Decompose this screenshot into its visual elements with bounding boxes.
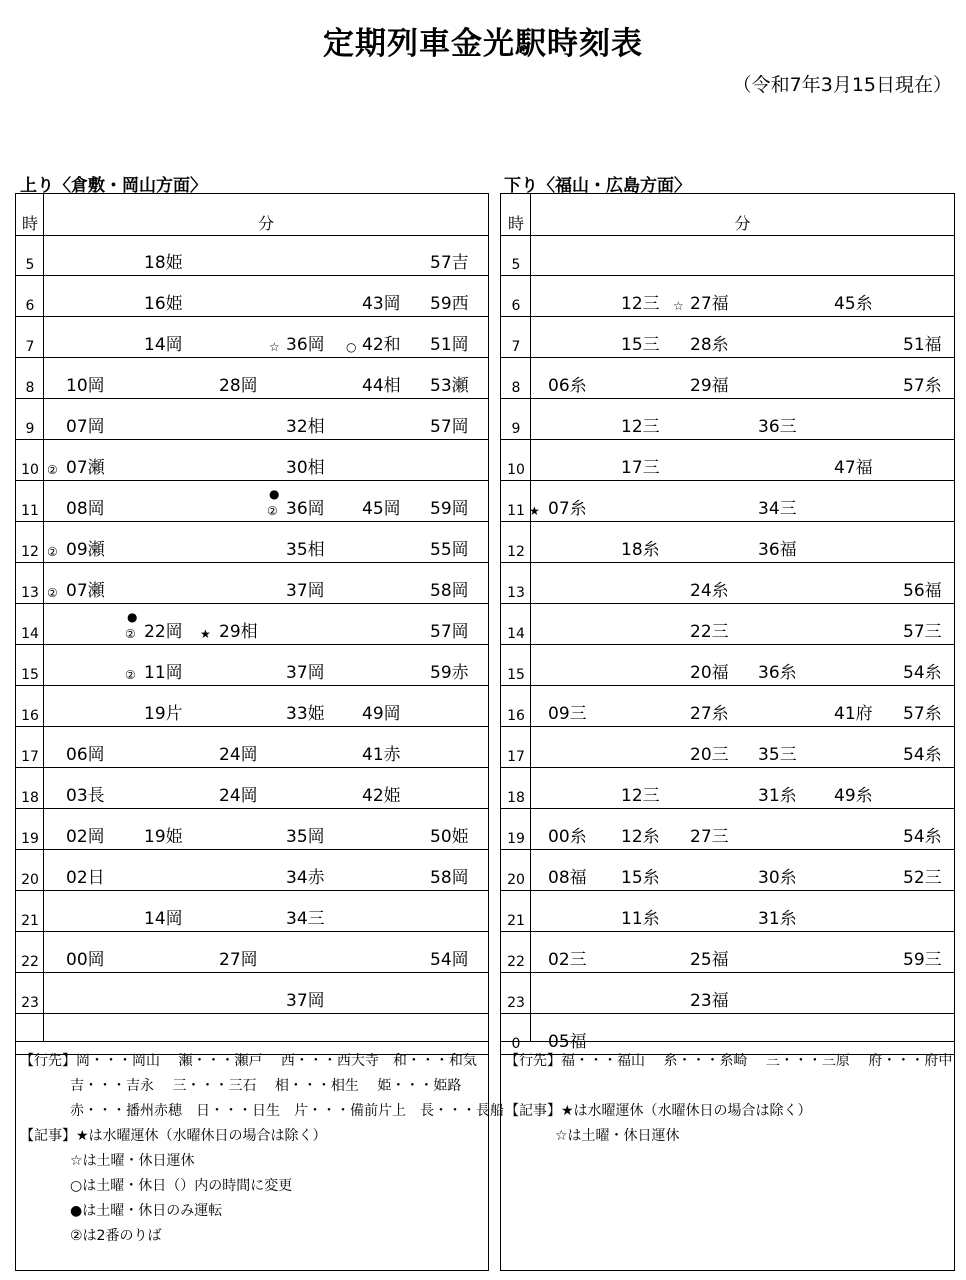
up-row-19: [16, 809, 488, 850]
weekend-only-dot: ●: [127, 610, 138, 624]
hour-label: 20: [21, 872, 39, 888]
up-timetable: [15, 193, 504, 1271]
down-hour-divider: [530, 194, 531, 1041]
departure-time: 59赤: [430, 663, 469, 683]
page-title: 定期列車金光駅時刻表: [323, 26, 643, 62]
departure-time: 10岡: [66, 376, 105, 396]
departure-time: 02日: [66, 868, 105, 888]
up-row-5: [16, 235, 488, 276]
hour-label: 14: [507, 626, 525, 642]
departure-time: 36岡: [286, 335, 325, 355]
down-row-11: [501, 481, 954, 522]
hour-label: 13: [21, 585, 39, 601]
departure-time: 27糸: [690, 704, 729, 724]
departure-time: 06岡: [66, 745, 105, 765]
down-row-19: [501, 809, 954, 850]
departure-time: 24岡: [219, 745, 258, 765]
hour-label: 12: [21, 544, 39, 560]
departure-time: 36三: [758, 417, 797, 437]
departure-time: 07瀬: [66, 458, 105, 478]
departure-time: 14岡: [144, 909, 183, 929]
hour-label: 15: [507, 667, 525, 683]
hour-label: 22: [21, 954, 39, 970]
departure-time: 53瀬: [430, 376, 469, 396]
departure-time: 24糸: [690, 581, 729, 601]
departure-time: 17三: [621, 458, 660, 478]
departure-time: 50姫: [430, 827, 469, 847]
down-row-6: [501, 276, 954, 317]
departure-time: 31糸: [758, 786, 797, 806]
hour-label: 11: [507, 503, 525, 519]
down-note-line: ☆は土曜・休日運休: [555, 1128, 680, 1144]
departure-time: 22三: [690, 622, 729, 642]
departure-time: 43岡: [362, 294, 401, 314]
train-mark: ②: [125, 668, 136, 682]
departure-time: 15三: [621, 335, 660, 355]
departure-time: 16姫: [144, 294, 183, 314]
as-of-date: （令和7年3月15日現在）: [732, 74, 952, 96]
up-row-6: [16, 276, 488, 317]
down-row-22: [501, 932, 954, 973]
departure-time: 54糸: [903, 663, 942, 683]
hour-label: 18: [507, 790, 525, 806]
down-note-line: 【行先】福・・・福山 糸・・・糸崎 三・・・三原 府・・・府中: [505, 1053, 953, 1069]
train-mark: ②: [47, 463, 58, 477]
departure-time: 28糸: [690, 335, 729, 355]
departure-time: 28岡: [219, 376, 258, 396]
hour-label: 9: [511, 421, 521, 437]
departure-time: 57三: [903, 622, 942, 642]
departure-time: 08福: [548, 868, 587, 888]
hour-label: 5: [25, 257, 35, 273]
departure-time: 59西: [430, 294, 469, 314]
hour-label: 0: [511, 1036, 521, 1052]
departure-time: 09瀬: [66, 540, 105, 560]
down-row-10: [501, 440, 954, 481]
hour-label: 20: [507, 872, 525, 888]
down-note-line: 【記事】★は水曜運休（水曜休日の場合は除く）: [505, 1103, 812, 1119]
up-header-hour: 時: [21, 214, 38, 233]
hour-label: 14: [21, 626, 39, 642]
up-note-line: 【行先】岡・・・岡山 瀬・・・瀬戸 西・・・西大寺 和・・・和気: [20, 1053, 477, 1069]
hour-label: 22: [507, 954, 525, 970]
departure-time: 27岡: [219, 950, 258, 970]
departure-time: 24岡: [219, 786, 258, 806]
down-row-23: [501, 973, 954, 1014]
down-row-7: [501, 317, 954, 358]
up-note-line: 吉・・・吉永 三・・・三石 相・・・相生 姫・・・姫路: [70, 1078, 462, 1094]
up-note-line: 赤・・・播州赤穂 日・・・日生 片・・・備前片上 長・・・長船: [70, 1103, 504, 1119]
hour-label: 7: [25, 339, 35, 355]
hour-label: 21: [21, 913, 39, 929]
train-mark: ★: [529, 504, 540, 518]
hour-label: 9: [25, 421, 35, 437]
departure-time: 09三: [548, 704, 587, 724]
departure-time: 19姫: [144, 827, 183, 847]
departure-time: 49糸: [834, 786, 873, 806]
departure-time: 30相: [286, 458, 325, 478]
hour-label: 8: [25, 380, 35, 396]
departure-time: 36福: [758, 540, 797, 560]
departure-time: 57岡: [430, 417, 469, 437]
departure-time: 27三: [690, 827, 729, 847]
up-row-22: [16, 932, 488, 973]
up-note-line: 【記事】★は水曜運休（水曜休日の場合は除く）: [20, 1128, 327, 1144]
down-section-title: 下り〈福山・広島方面〉: [504, 176, 691, 196]
up-note-line: ☆は土曜・休日運休: [70, 1153, 195, 1169]
hour-label: 5: [511, 257, 521, 273]
down-row-16: [501, 686, 954, 727]
up-section-title: 上り〈倉敷・岡山方面〉: [20, 176, 207, 196]
up-note-line: ●は土曜・休日のみ運転: [70, 1203, 223, 1219]
departure-time: 58岡: [430, 868, 469, 888]
down-row-17: [501, 727, 954, 768]
up-row-11: [16, 481, 488, 522]
departure-time: 23福: [690, 991, 729, 1011]
departure-time: 29相: [219, 622, 258, 642]
hour-label: 21: [507, 913, 525, 929]
hour-label: 10: [21, 462, 39, 478]
departure-time: 25福: [690, 950, 729, 970]
departure-time: 03長: [66, 786, 105, 806]
down-notes: [501, 1041, 954, 1270]
departure-time: 36岡: [286, 499, 325, 519]
hour-label: 6: [25, 298, 35, 314]
departure-time: 33姫: [286, 704, 325, 724]
departure-time: 34三: [286, 909, 325, 929]
departure-time: 59三: [903, 950, 942, 970]
departure-time: 45糸: [834, 294, 873, 314]
hour-label: 19: [507, 831, 525, 847]
departure-time: 19片: [144, 704, 183, 724]
departure-time: 32相: [286, 417, 325, 437]
up-row-8: [16, 358, 488, 399]
up-header-minute: 分: [257, 214, 274, 233]
train-mark: ②: [47, 586, 58, 600]
departure-time: 27福: [690, 294, 729, 314]
departure-time: 20福: [690, 663, 729, 683]
up-row-17: [16, 727, 488, 768]
departure-time: 52三: [903, 868, 942, 888]
departure-time: 57糸: [903, 376, 942, 396]
train-mark: ②: [47, 545, 58, 559]
hour-label: 16: [507, 708, 525, 724]
up-header: [16, 194, 488, 236]
train-mark: ②: [267, 504, 278, 518]
departure-time: 14岡: [144, 335, 183, 355]
departure-time: 06糸: [548, 376, 587, 396]
departure-time: 11糸: [621, 909, 660, 929]
departure-time: 18姫: [144, 253, 183, 273]
departure-time: 00岡: [66, 950, 105, 970]
up-hour-divider: [43, 194, 44, 1041]
up-row-16: [16, 686, 488, 727]
down-row-18: [501, 768, 954, 809]
down-row-9: [501, 399, 954, 440]
hour-label: 23: [507, 995, 525, 1011]
departure-time: 30糸: [758, 868, 797, 888]
departure-time: 07瀬: [66, 581, 105, 601]
down-row-8: [501, 358, 954, 399]
departure-time: 29福: [690, 376, 729, 396]
departure-time: 37岡: [286, 581, 325, 601]
hour-label: 10: [507, 462, 525, 478]
down-row-5: [501, 235, 954, 276]
up-row-10: [16, 440, 488, 481]
departure-time: 47福: [834, 458, 873, 478]
departure-time: 56福: [903, 581, 942, 601]
hour-label: 17: [21, 749, 39, 765]
up-notes: [16, 1041, 504, 1270]
departure-time: 51岡: [430, 335, 469, 355]
hour-label: 17: [507, 749, 525, 765]
down-row-15: [501, 645, 954, 686]
up-row-9: [16, 399, 488, 440]
up-row-7: [16, 317, 488, 358]
up-row-23: [16, 973, 488, 1014]
departure-time: 34三: [758, 499, 797, 519]
departure-time: 55岡: [430, 540, 469, 560]
departure-time: 12三: [621, 294, 660, 314]
down-header: [501, 194, 954, 236]
departure-time: 22岡: [144, 622, 183, 642]
departure-time: 02三: [548, 950, 587, 970]
departure-time: 35三: [758, 745, 797, 765]
up-note-line: ②は2番のりば: [70, 1228, 162, 1244]
train-mark: ☆: [673, 299, 684, 313]
down-row-21: [501, 891, 954, 932]
departure-time: 37岡: [286, 991, 325, 1011]
up-row-20: [16, 850, 488, 891]
up-note-line: ○は土曜・休日（）内の時間に変更: [70, 1178, 293, 1194]
hour-label: 18: [21, 790, 39, 806]
departure-time: 02岡: [66, 827, 105, 847]
down-row-12: [501, 522, 954, 563]
departure-time: 05福: [548, 1032, 587, 1052]
departure-time: 45岡: [362, 499, 401, 519]
hour-label: 11: [21, 503, 39, 519]
departure-time: 00糸: [548, 827, 587, 847]
departure-time: 41府: [834, 704, 873, 724]
departure-time: 31糸: [758, 909, 797, 929]
weekend-only-dot: ●: [269, 487, 280, 501]
departure-time: 34赤: [286, 868, 325, 888]
down-header-minute: 分: [734, 214, 751, 233]
departure-time: 49岡: [362, 704, 401, 724]
departure-time: 35岡: [286, 827, 325, 847]
departure-time: 20三: [690, 745, 729, 765]
down-header-hour: 時: [507, 214, 524, 233]
train-mark: ★: [200, 627, 211, 641]
departure-time: 07糸: [548, 499, 587, 519]
departure-time: 12三: [621, 417, 660, 437]
departure-time: 37岡: [286, 663, 325, 683]
hour-label: 13: [507, 585, 525, 601]
up-row-18: [16, 768, 488, 809]
hour-label: 7: [511, 339, 521, 355]
train-mark: ○: [346, 340, 357, 354]
hour-label: 8: [511, 380, 521, 396]
train-mark: ②: [125, 627, 136, 641]
departure-time: 57糸: [903, 704, 942, 724]
departure-time: 57岡: [430, 622, 469, 642]
departure-time: 35相: [286, 540, 325, 560]
departure-time: 54糸: [903, 827, 942, 847]
departure-time: 42和: [362, 335, 401, 355]
departure-time: 07岡: [66, 417, 105, 437]
departure-time: 44相: [362, 376, 401, 396]
departure-time: 12三: [621, 786, 660, 806]
up-row-13: [16, 563, 488, 604]
departure-time: 58岡: [430, 581, 469, 601]
hour-label: 6: [511, 298, 521, 314]
hour-label: 19: [21, 831, 39, 847]
departure-time: 15糸: [621, 868, 660, 888]
hour-label: 12: [507, 544, 525, 560]
departure-time: 08岡: [66, 499, 105, 519]
hour-label: 15: [21, 667, 39, 683]
hour-label: 16: [21, 708, 39, 724]
departure-time: 42姫: [362, 786, 401, 806]
down-row-20: [501, 850, 954, 891]
down-timetable: [500, 193, 955, 1271]
down-row-14: [501, 604, 954, 645]
down-row-13: [501, 563, 954, 604]
up-row-12: [16, 522, 488, 563]
departure-time: 36糸: [758, 663, 797, 683]
hour-label: 23: [21, 995, 39, 1011]
departure-time: 18糸: [621, 540, 660, 560]
departure-time: 11岡: [144, 663, 183, 683]
departure-time: 12糸: [621, 827, 660, 847]
departure-time: 54糸: [903, 745, 942, 765]
departure-time: 41赤: [362, 745, 401, 765]
up-row-15: [16, 645, 488, 686]
departure-time: 51福: [903, 335, 942, 355]
departure-time: 59岡: [430, 499, 469, 519]
departure-time: 57吉: [430, 253, 469, 273]
up-row-14: [16, 604, 488, 645]
up-row-21: [16, 891, 488, 932]
departure-time: 54岡: [430, 950, 469, 970]
train-mark: ☆: [269, 340, 280, 354]
